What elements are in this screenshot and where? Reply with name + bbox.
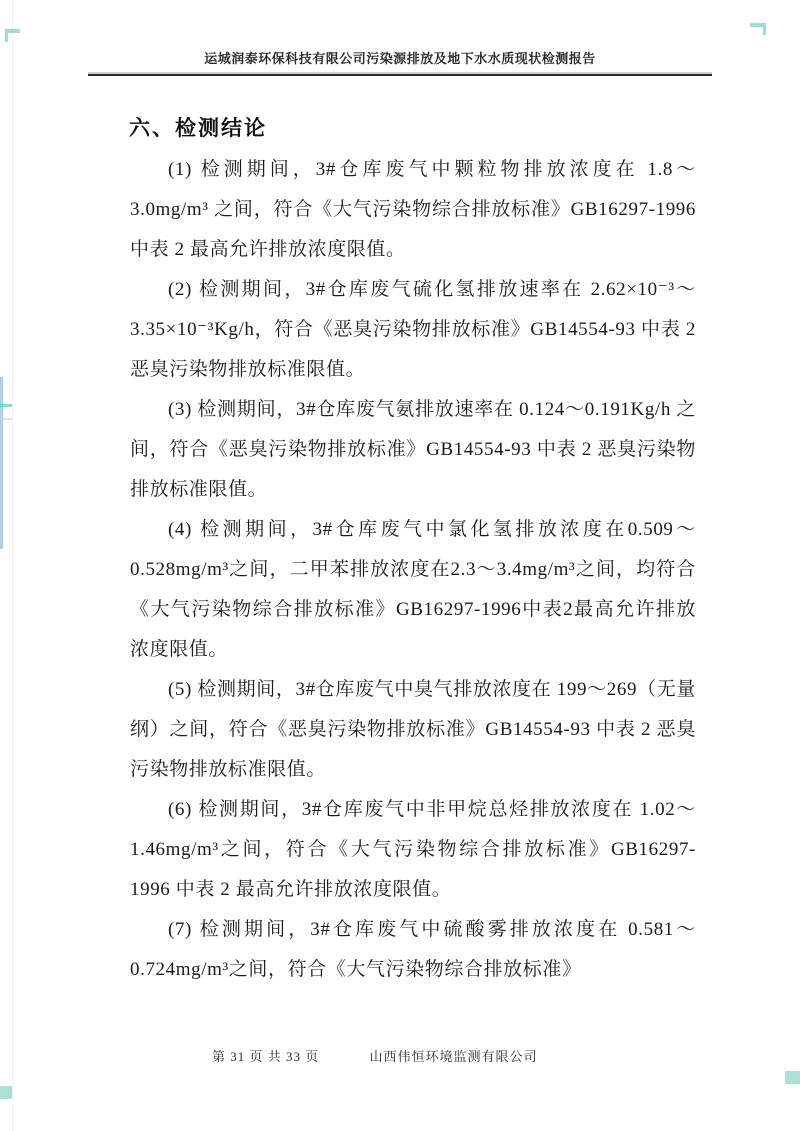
page-edge-crease	[12, 0, 13, 1131]
scan-mark-bottom-right	[785, 1071, 800, 1084]
header-divider	[88, 74, 712, 76]
page-footer	[0, 1046, 800, 1065]
report-header-title: 运城润泰环保科技有限公司污染源排放及地下水水质现状检测报告	[204, 51, 596, 66]
page-number: 第 31 页 共 33 页	[212, 1049, 320, 1064]
scan-tick-cyan	[0, 404, 12, 407]
conclusion-paragraph: (2) 检测期间，3#仓库废气硫化氢排放速率在 2.62×10⁻³～3.35×10⁻³Kg/h，符合《恶臭污染物排放标准》GB14554-93 中表 2 恶臭污染物排放标准限值。	[130, 279, 696, 380]
scan-mark-top-right	[750, 23, 766, 35]
conclusion-paragraphs	[130, 150, 696, 990]
conclusion-paragraph: (7) 检测期间，3#仓库废气中硫酸雾排放浓度在 0.581～0.724mg/m³之间，符合《大气污染物综合排放标准》	[130, 919, 696, 980]
section-title: 六、检测结论	[129, 117, 267, 140]
scan-mark-top-left	[5, 29, 20, 42]
conclusion-paragraph: (5) 检测期间，3#仓库废气中臭气排放浓度在 199～269（无量纲）之间，符合《恶臭污染物排放标准》GB14554-93 中表 2 恶臭污染物排放标准限值。	[130, 679, 696, 780]
conclusion-paragraph: (3) 检测期间，3#仓库废气氨排放速率在 0.124～0.191Kg/h 之间，符合《恶臭污染物排放标准》GB14554-93 中表 2 恶臭污染物排放标准限值。	[130, 399, 696, 500]
footer-company-name: 山西伟恒环境监测有限公司	[369, 1049, 538, 1064]
conclusion-paragraph: (6) 检测期间，3#仓库废气中非甲烷总烃排放浓度在 1.02～1.46mg/m³之间，符合《大气污染物综合排放标准》GB16297-1996 中表 2 最高允许排放浓度限值。	[130, 799, 696, 900]
scan-tick-pink	[0, 418, 12, 420]
conclusion-paragraph: (1) 检测期间，3#仓库废气中颗粒物排放浓度在 1.8～3.0mg/m³ 之间，符合《大气污染物综合排放标准》GB16297-1996 中表 2 最高允许排放浓度限值。	[130, 159, 696, 260]
scan-edge-line	[0, 377, 3, 549]
scan-mark-bottom-left	[0, 1086, 12, 1099]
conclusion-paragraph: (4) 检测期间，3#仓库废气中氯化氢排放浓度在0.509～0.528mg/m³之间，二甲苯排放浓度在2.3～3.4mg/m³之间，均符合《大气污染物综合排放标准》GB16297-1996中表2最高允许排放浓度限值。	[130, 519, 696, 660]
